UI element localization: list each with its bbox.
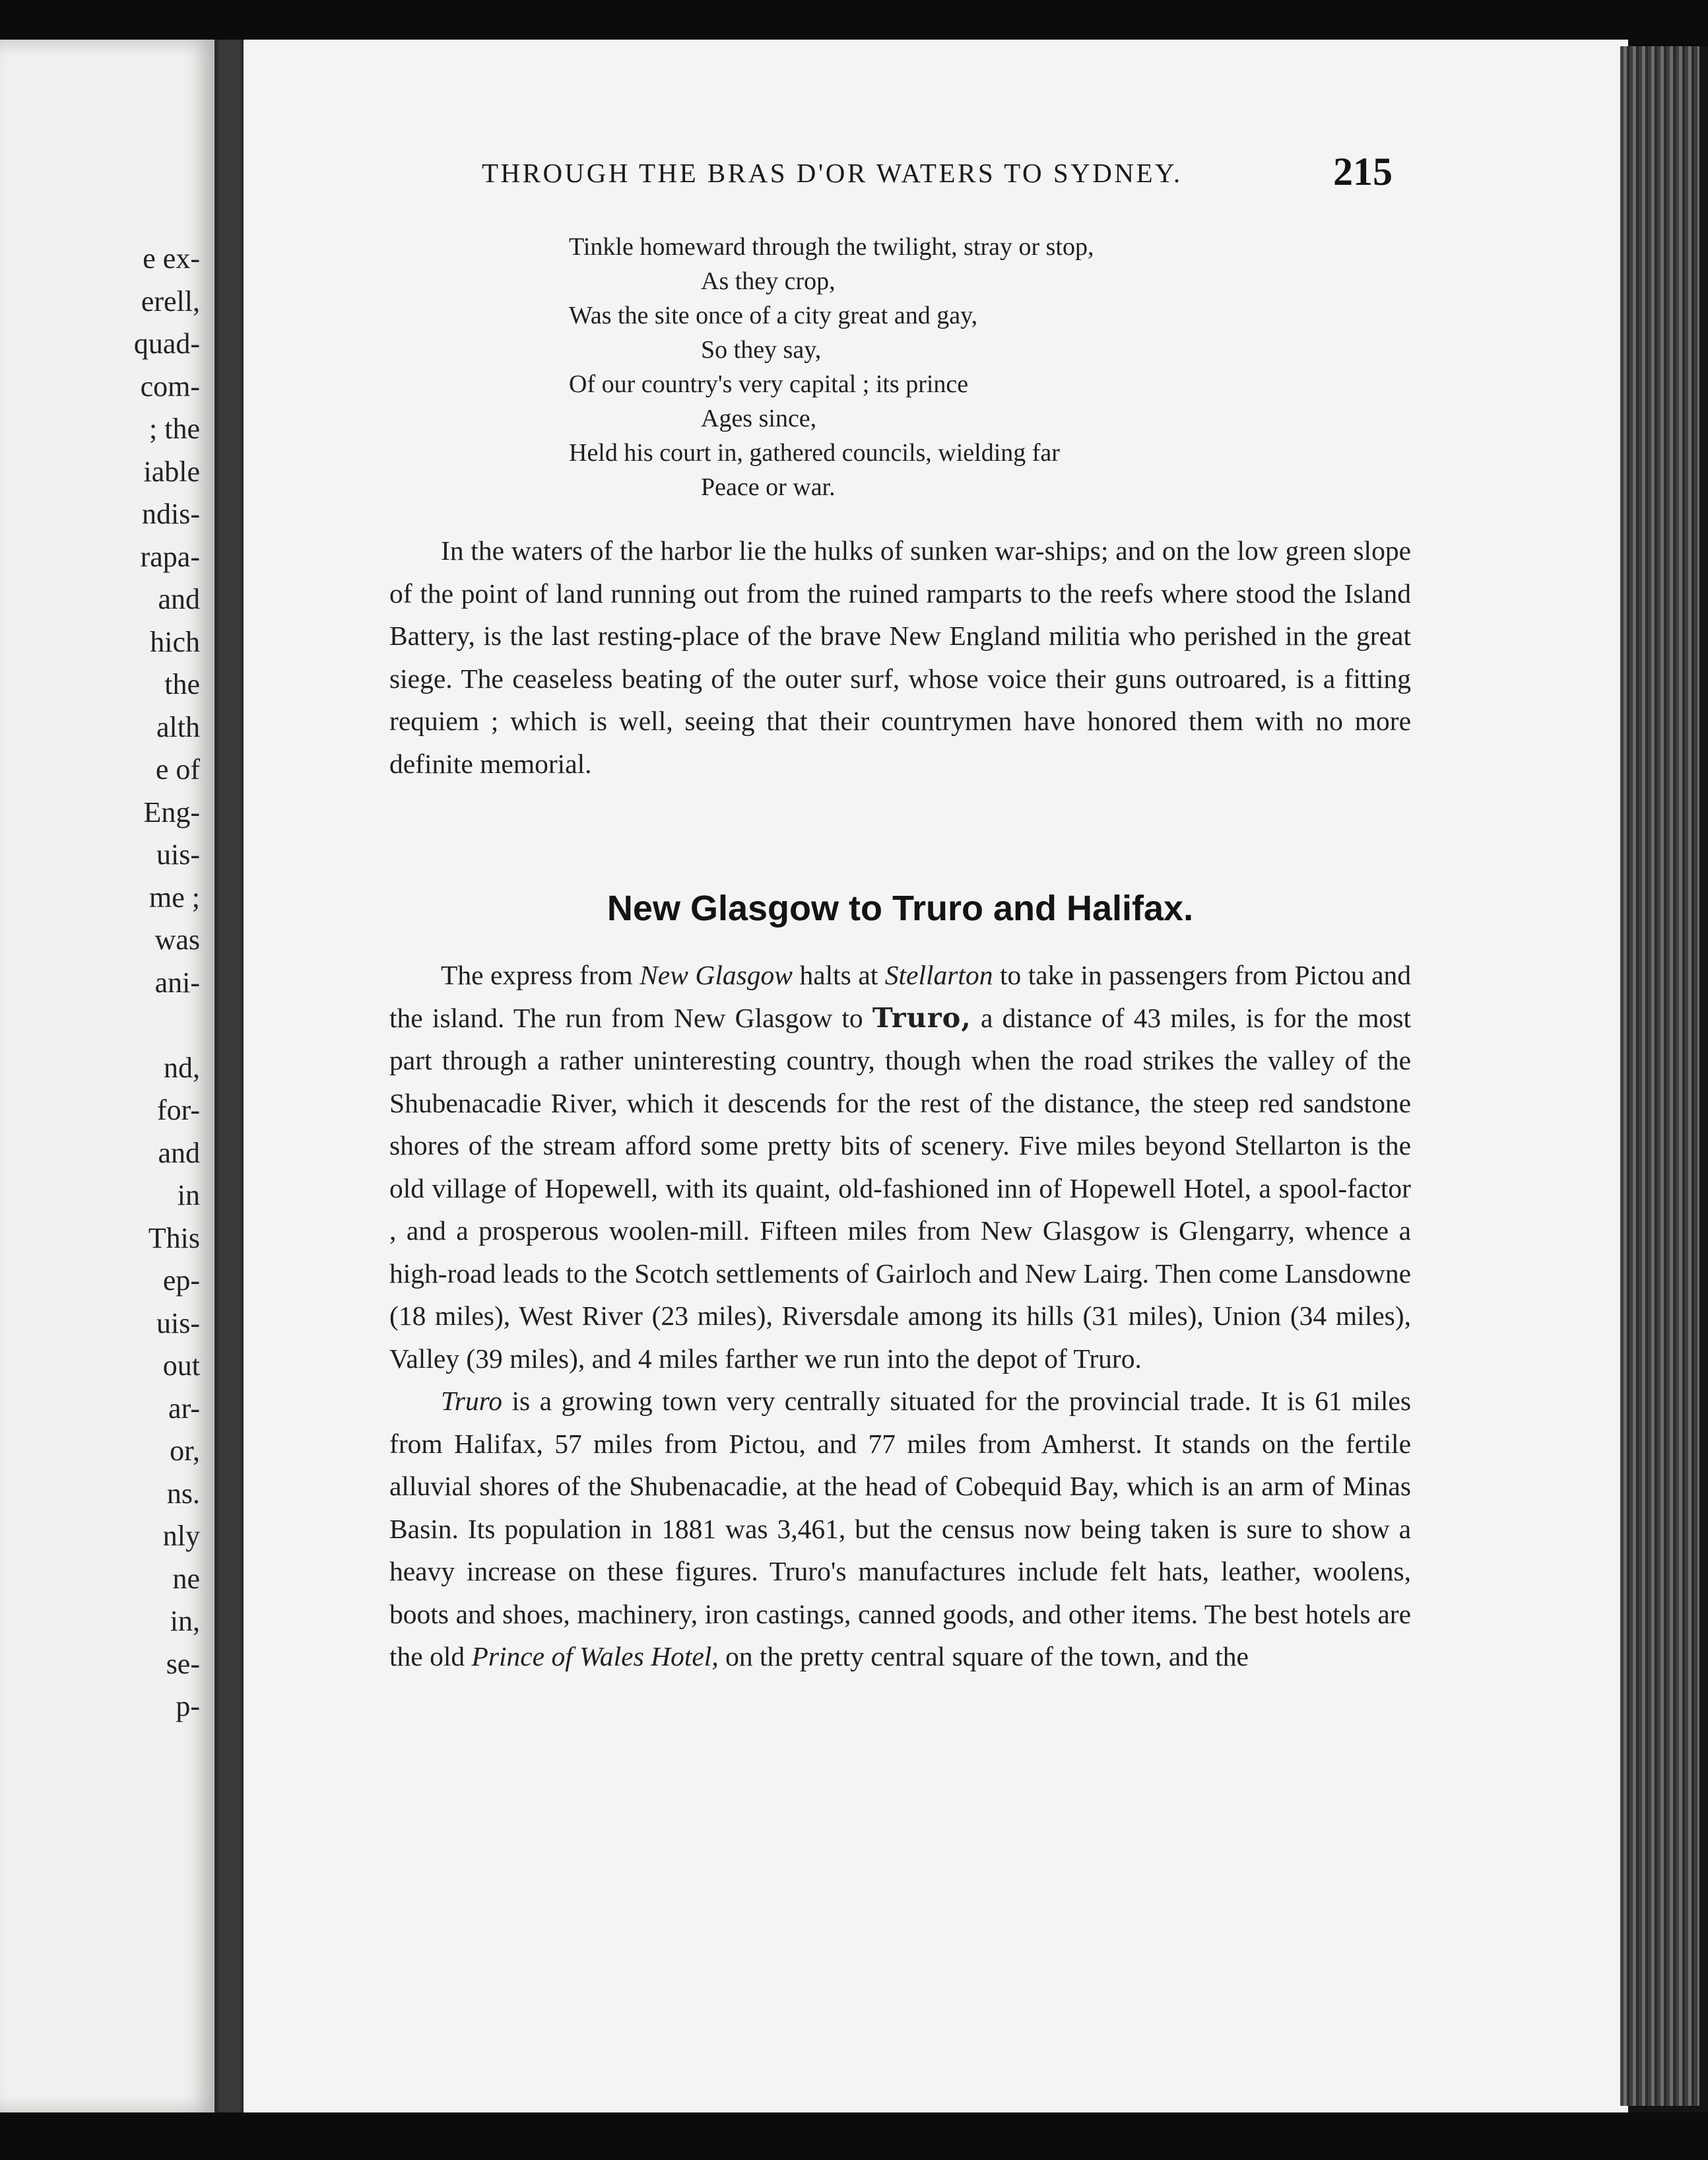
poem-line: Peace or war. [701, 473, 836, 501]
left-page-line: ne [172, 1562, 200, 1595]
poem-line: Held his court in, gathered councils, wielding far [569, 439, 1060, 467]
page-edges [1620, 46, 1699, 2106]
left-page-line: and [158, 583, 200, 615]
place-truro-bold: Truro, [872, 1001, 971, 1034]
left-page-line: was [154, 924, 200, 956]
left-page-line: iable [143, 455, 200, 488]
poem-line: Was the site once of a city great and gay, [569, 302, 978, 329]
left-page-line: erell, [141, 285, 200, 318]
hotel-prince-of-wales: Prince of Wales Hotel, [471, 1641, 719, 1671]
paragraph-text [389, 954, 1411, 1380]
left-page-line: ndis- [142, 498, 200, 530]
left-page-line: out [162, 1349, 200, 1382]
text-run: The express from [441, 960, 640, 990]
poem-stanza [569, 230, 1361, 504]
left-page-line: uis- [156, 838, 200, 871]
poem-line: Ages since, [701, 405, 817, 432]
left-page-line: Eng- [143, 795, 200, 828]
left-page-fragment [0, 40, 218, 2112]
left-page-line: hich [150, 625, 200, 658]
bottom-scan-border [0, 2112, 1708, 2160]
paragraph-text: In the waters of the harbor lie the hulks of sunken war-ships; and on the low green slope of the point of land running out from the ruined ramparts to the reefs where stood the Island Battery, is the last resting-place of the brave New England militia who perished in the great siege. The ceaseless beating of the outer surf, whose voice their guns outroared, is a fitting requiem ; which is well, seeing that their countrymen have honored them with no more definite memorial. [389, 535, 1411, 779]
left-page-line: e of [155, 753, 200, 786]
text-run: a distance of 43 miles, is for the most part through a rather uninteresting country, though when the road strikes the valley of the Shubenacadie River, which it descends for the rest of the distance, the steep red sandstone shores of the stream afford some pretty bits of scenery. Five miles beyond Stellarton is the old village of Hopewell, with its quaint, old-fashioned inn of Hopewell Hotel, a spool-factor , and a prosperous woolen-mill. Fifteen miles from New Glasgow is Glengarry, whence a high-road leads to the Scotch settlements of Gairloch and New Lairg. Then come Lansdowne (18 miles), West River (23 miles), Riversdale among its hills (31 miles), Union (34 miles), Valley (39 miles), and 4 miles farther we run into the depot of Truro. [389, 1002, 1411, 1374]
left-page-line: p- [176, 1690, 200, 1722]
left-page-line: se- [166, 1647, 200, 1680]
left-page-line: rapa- [140, 540, 200, 573]
left-page-line: ar- [168, 1392, 200, 1425]
paragraph-express [389, 954, 1411, 1678]
left-page-line: This [148, 1221, 200, 1254]
left-page-line: nd, [164, 1051, 200, 1084]
poem-line: So they say, [701, 336, 822, 364]
page-number: 215 [1333, 150, 1393, 193]
text-run: is a growing town very centrally situated for the provincial trade. It is 61 miles from Halifax, 57 miles from Pictou, and 77 miles from Amherst. It stands on the fertile alluvial shores of the Shubenacadie, at the head of Cobequid Bay, which is an arm of Minas Basin. Its population in 1881 was 3,461, but the census now being taken is sure to show a heavy increase on these figures. Truro's manufactures include felt hats, leather, woolens, boots and shoes, machinery, iron castings, canned goods, and other items. The best hotels are the old [389, 1386, 1411, 1671]
left-page-line: the [164, 668, 200, 700]
left-page-line: alth [156, 710, 200, 743]
text-run: halts at [792, 960, 885, 990]
left-page-line: uis- [156, 1306, 200, 1339]
text-run: to take in passengers from Pictou and the island. The run from New Glasgow to [389, 960, 1411, 1033]
left-page-line: com- [140, 370, 200, 403]
text-run: on the pretty central square of the town, and the [718, 1641, 1249, 1671]
paragraph-harbor [389, 529, 1411, 785]
left-page-line: in, [170, 1605, 200, 1637]
left-page-line: ; the [149, 413, 200, 445]
poem-line: As they crop, [701, 267, 836, 295]
left-page-line: ani- [154, 966, 200, 999]
running-head: THROUGH THE BRAS D'OR WATERS TO SYDNEY. [482, 158, 1183, 188]
left-page-line: nly [162, 1520, 200, 1552]
poem-line: Of our country's very capital ; its prince [569, 370, 969, 398]
left-page-line: and [158, 1136, 200, 1169]
place-new-glasgow: New Glasgow [640, 960, 793, 990]
paragraph-truro [389, 1380, 1411, 1678]
place-truro-italic: Truro [441, 1386, 503, 1416]
left-page-line: me ; [149, 881, 200, 914]
left-page-line: or, [170, 1434, 200, 1467]
left-page-line: for- [156, 1094, 200, 1126]
left-page-line: ns. [166, 1477, 200, 1510]
section-heading: New Glasgow to Truro and Halifax. [607, 889, 1194, 928]
place-stellarton: Stellarton [884, 960, 993, 990]
left-page-line: ep- [162, 1264, 200, 1297]
left-page-line: e ex- [143, 242, 200, 275]
left-page-line: quad- [133, 327, 200, 360]
left-page-line: in [177, 1179, 200, 1211]
poem-line: Tinkle homeward through the twilight, stray or stop, [569, 233, 1094, 261]
